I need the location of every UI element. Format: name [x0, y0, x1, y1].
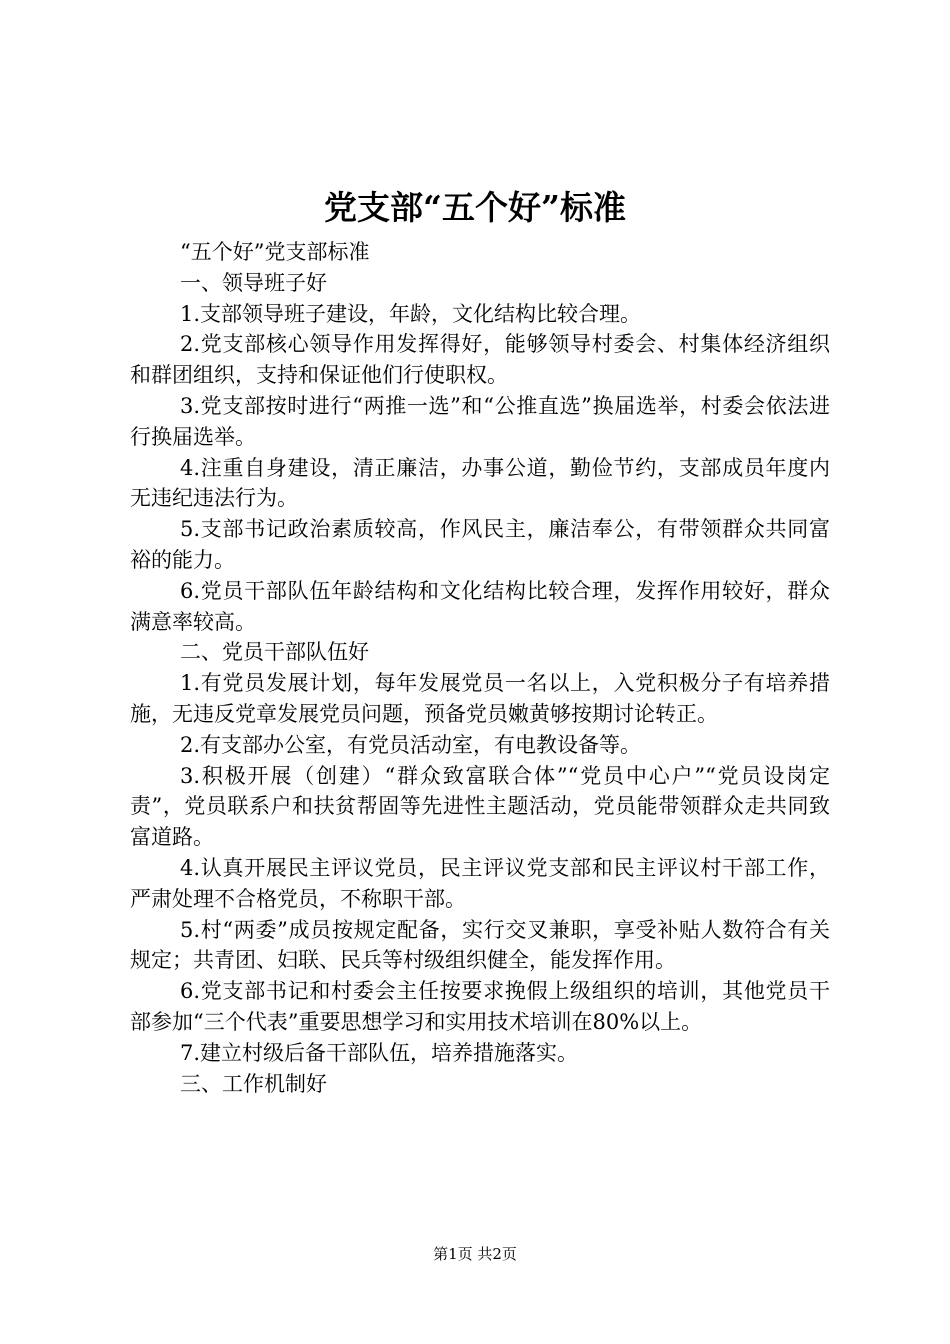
paragraph: 6.党支部书记和村委会主任按要求挽假上级组织的培训，其他党员干部参加“三个代表”重要思想学习和实用技术培训在80%以上。: [130, 979, 830, 1034]
paragraph: 4.认真开展民主评议党员，民主评议党支部和民主评议村干部工作，严肃处理不合格党员，不称职干部。: [130, 855, 830, 911]
paragraph: 1.支部领导班子建设，年龄，文化结构比较合理。: [180, 301, 642, 326]
document-title: 党支部“五个好”标准: [324, 188, 626, 227]
paragraph: 6.党员干部队伍年龄结构和文化结构比较合理，发挥作用较好，群众满意率较高。: [130, 578, 830, 634]
paragraph: 5.村“两委”成员按规定配备，实行交叉兼职，享受补贴人数符合有关规定；共青团、妇联、民兵等村级组织健全，能发挥作用。: [130, 917, 830, 973]
section-heading: 三、工作机制好: [180, 1071, 327, 1096]
section-heading: 二、党员干部队伍好: [180, 640, 369, 665]
paragraph: 7.建立村级后备干部队伍，培养措施落实。: [180, 1040, 579, 1065]
paragraph: 1.有党员发展计划，每年发展党员一名以上，入党积极分子有培养措施，无违反党章发展党员问题，预备党员嫩黄够按期讨论转正。: [130, 671, 830, 726]
paragraph: 2.有支部办公室，有党员活动室，有电教设备等。: [180, 732, 642, 757]
paragraph: “五个好”党支部标准: [180, 240, 370, 264]
section-heading: 一、领导班子好: [180, 270, 327, 295]
page-footer: 第1页 共2页: [433, 1245, 517, 1263]
paragraph: 2.党支部核心领导作用发挥得好，能够领导村委会、村集体经济组织和群团组织，支持和保证他们行使职权。: [130, 332, 830, 388]
paragraph: 5.支部书记政治素质较高，作风民主，廉洁奉公，有带领群众共同富裕的能力。: [130, 517, 830, 572]
document-body: [130, 237, 830, 1099]
paragraph: 3.党支部按时进行“两推一选”和“公推直选”换届选举，村委会依法进行换届选举。: [130, 393, 830, 449]
paragraph: 4.注重自身建设，清正廉洁，办事公道，勤俭节约，支部成员年度内无违纪违法行为。: [130, 455, 830, 511]
paragraph: 3.积极开展（创建）“群众致富联合体”“党员中心户”“党员设岗定责”，党员联系户和扶贫帮固等先进性主题活动，党员能带领群众走共同致富道路。: [130, 763, 830, 850]
